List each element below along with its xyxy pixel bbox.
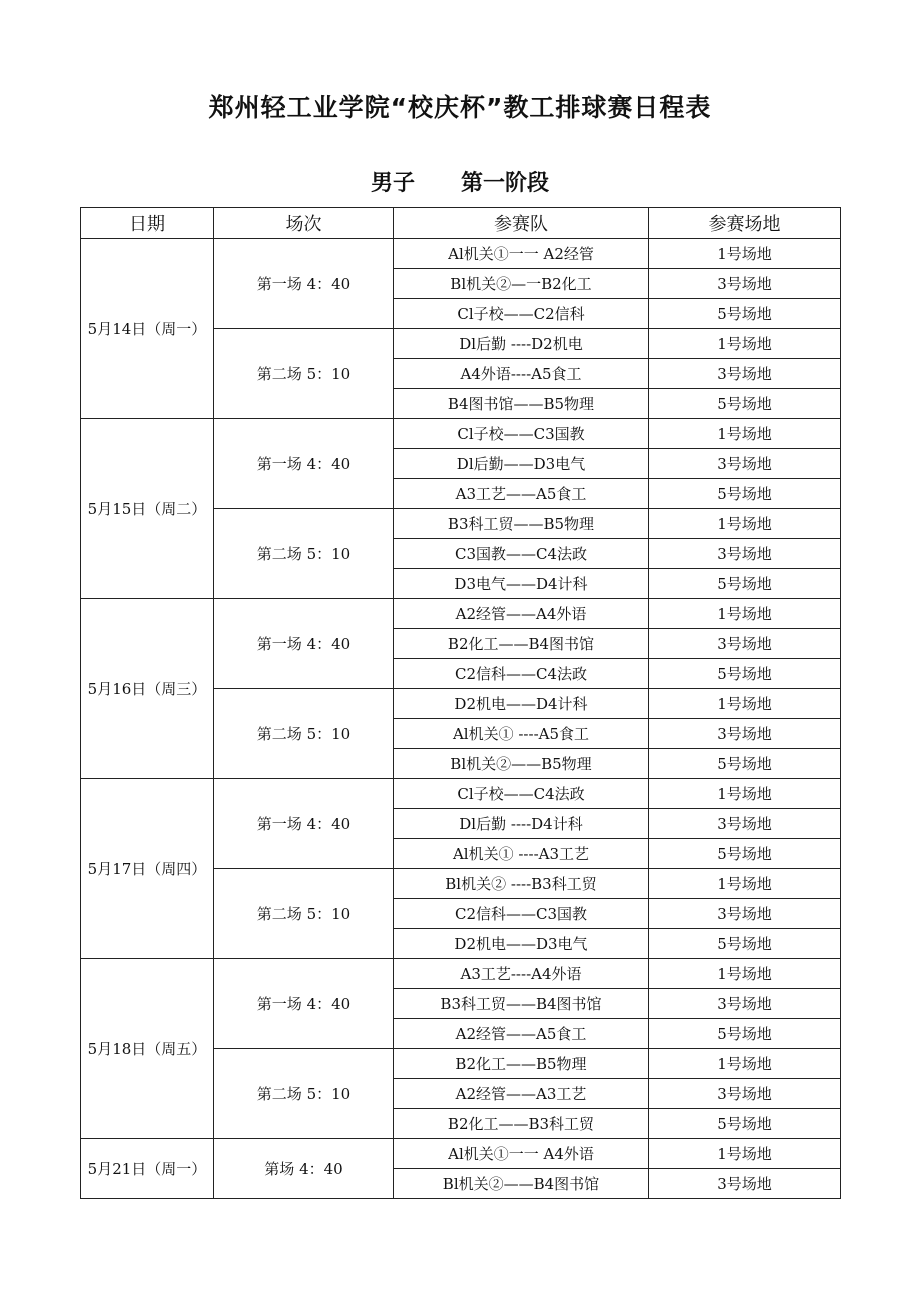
venue-cell: 5号场地 xyxy=(649,569,841,599)
teams-cell: Cl子校——C2信科 xyxy=(394,299,649,329)
schedule-table xyxy=(80,207,841,1199)
teams-cell: B4图书馆——B5物理 xyxy=(394,389,649,419)
teams-cell: B2化工——B3科工贸 xyxy=(394,1109,649,1139)
venue-cell: 3号场地 xyxy=(649,1169,841,1199)
venue-cell: 3号场地 xyxy=(649,719,841,749)
session-cell: 第二场 5：10 xyxy=(214,329,394,419)
venue-cell: 5号场地 xyxy=(649,389,841,419)
session-cell: 第二场 5：10 xyxy=(214,1049,394,1139)
teams-cell: D2机电——D3电气 xyxy=(394,929,649,959)
date-cell: 5月21日（周一） xyxy=(81,1139,214,1199)
session-cell: 第一场 4：40 xyxy=(214,239,394,329)
venue-cell: 1号场地 xyxy=(649,419,841,449)
session-cell: 第场 4：40 xyxy=(214,1139,394,1199)
teams-cell: B2化工——B4图书馆 xyxy=(394,629,649,659)
venue-cell: 5号场地 xyxy=(649,659,841,689)
teams-cell: A3工艺——A5食工 xyxy=(394,479,649,509)
teams-cell: A2经管——A5食工 xyxy=(394,1019,649,1049)
venue-cell: 5号场地 xyxy=(649,749,841,779)
session-cell: 第一场 4：40 xyxy=(214,419,394,509)
venue-cell: 3号场地 xyxy=(649,449,841,479)
venue-cell: 1号场地 xyxy=(649,1049,841,1079)
venue-cell: 5号场地 xyxy=(649,479,841,509)
section-subtitle xyxy=(0,166,920,197)
subtitle-stage: 第一阶段 xyxy=(461,171,550,196)
teams-cell: Dl后勤 ----D4计科 xyxy=(394,809,649,839)
teams-cell: Bl机关②——B4图书馆 xyxy=(394,1169,649,1199)
table-row xyxy=(81,239,841,269)
document-title: 郑州轻工业学院“校庆杯”教工排球赛日程表 xyxy=(208,93,712,122)
header-teams: 参赛队 xyxy=(394,208,649,239)
teams-cell: D2机电——D4计科 xyxy=(394,689,649,719)
session-cell: 第二场 5：10 xyxy=(214,509,394,599)
table-row xyxy=(81,1139,841,1169)
teams-cell: Bl机关②——B5物理 xyxy=(394,749,649,779)
table-row xyxy=(81,959,841,989)
teams-cell: A2经管——A4外语 xyxy=(394,599,649,629)
teams-cell: Al机关① ----A3工艺 xyxy=(394,839,649,869)
session-cell: 第一场 4：40 xyxy=(214,599,394,689)
venue-cell: 3号场地 xyxy=(649,809,841,839)
teams-cell: Al机关①一一 A4外语 xyxy=(394,1139,649,1169)
date-cell: 5月17日（周四） xyxy=(81,779,214,959)
venue-cell: 1号场地 xyxy=(649,599,841,629)
date-cell: 5月18日（周五） xyxy=(81,959,214,1139)
date-cell: 5月16日（周三） xyxy=(81,599,214,779)
venue-cell: 3号场地 xyxy=(649,989,841,1019)
teams-cell: C3国教——C4法政 xyxy=(394,539,649,569)
venue-cell: 3号场地 xyxy=(649,539,841,569)
teams-cell: D3电气——D4计科 xyxy=(394,569,649,599)
teams-cell: Dl后勤——D3电气 xyxy=(394,449,649,479)
date-cell: 5月15日（周二） xyxy=(81,419,214,599)
teams-cell: Bl机关②—一B2化工 xyxy=(394,269,649,299)
teams-cell: C2信科——C4法政 xyxy=(394,659,649,689)
teams-cell: A4外语----A5食工 xyxy=(394,359,649,389)
venue-cell: 1号场地 xyxy=(649,1139,841,1169)
session-cell: 第一场 4：40 xyxy=(214,779,394,869)
venue-cell: 3号场地 xyxy=(649,359,841,389)
teams-cell: Dl后勤 ----D2机电 xyxy=(394,329,649,359)
venue-cell: 1号场地 xyxy=(649,509,841,539)
venue-cell: 3号场地 xyxy=(649,269,841,299)
date-cell: 5月14日（周一） xyxy=(81,239,214,419)
venue-cell: 1号场地 xyxy=(649,779,841,809)
venue-cell: 1号场地 xyxy=(649,239,841,269)
teams-cell: Cl子校——C4法政 xyxy=(394,779,649,809)
teams-cell: C2信科——C3国教 xyxy=(394,899,649,929)
header-row xyxy=(81,208,841,239)
table-row xyxy=(81,419,841,449)
venue-cell: 5号场地 xyxy=(649,1019,841,1049)
header-date: 日期 xyxy=(81,208,214,239)
session-cell: 第一场 4：40 xyxy=(214,959,394,1049)
venue-cell: 1号场地 xyxy=(649,689,841,719)
session-cell: 第二场 5：10 xyxy=(214,869,394,959)
venue-cell: 1号场地 xyxy=(649,959,841,989)
teams-cell: B2化工——B5物理 xyxy=(394,1049,649,1079)
venue-cell: 5号场地 xyxy=(649,929,841,959)
venue-cell: 5号场地 xyxy=(649,839,841,869)
header-venue: 参赛场地 xyxy=(649,208,841,239)
teams-cell: B3科工贸——B5物理 xyxy=(394,509,649,539)
schedule-body xyxy=(81,239,841,1199)
teams-cell: Bl机关② ----B3科工贸 xyxy=(394,869,649,899)
teams-cell: A2经管——A3工艺 xyxy=(394,1079,649,1109)
venue-cell: 3号场地 xyxy=(649,629,841,659)
session-cell: 第二场 5：10 xyxy=(214,689,394,779)
venue-cell: 5号场地 xyxy=(649,299,841,329)
table-row xyxy=(81,599,841,629)
subtitle-category: 男子 xyxy=(370,171,415,196)
teams-cell: Al机关①一一 A2经管 xyxy=(394,239,649,269)
venue-cell: 5号场地 xyxy=(649,1109,841,1139)
venue-cell: 3号场地 xyxy=(649,899,841,929)
teams-cell: B3科工贸——B4图书馆 xyxy=(394,989,649,1019)
venue-cell: 1号场地 xyxy=(649,329,841,359)
table-row xyxy=(81,779,841,809)
venue-cell: 1号场地 xyxy=(649,869,841,899)
teams-cell: Al机关① ----A5食工 xyxy=(394,719,649,749)
teams-cell: A3工艺----A4外语 xyxy=(394,959,649,989)
header-session: 场次 xyxy=(214,208,394,239)
venue-cell: 3号场地 xyxy=(649,1079,841,1109)
teams-cell: Cl子校——C3国教 xyxy=(394,419,649,449)
